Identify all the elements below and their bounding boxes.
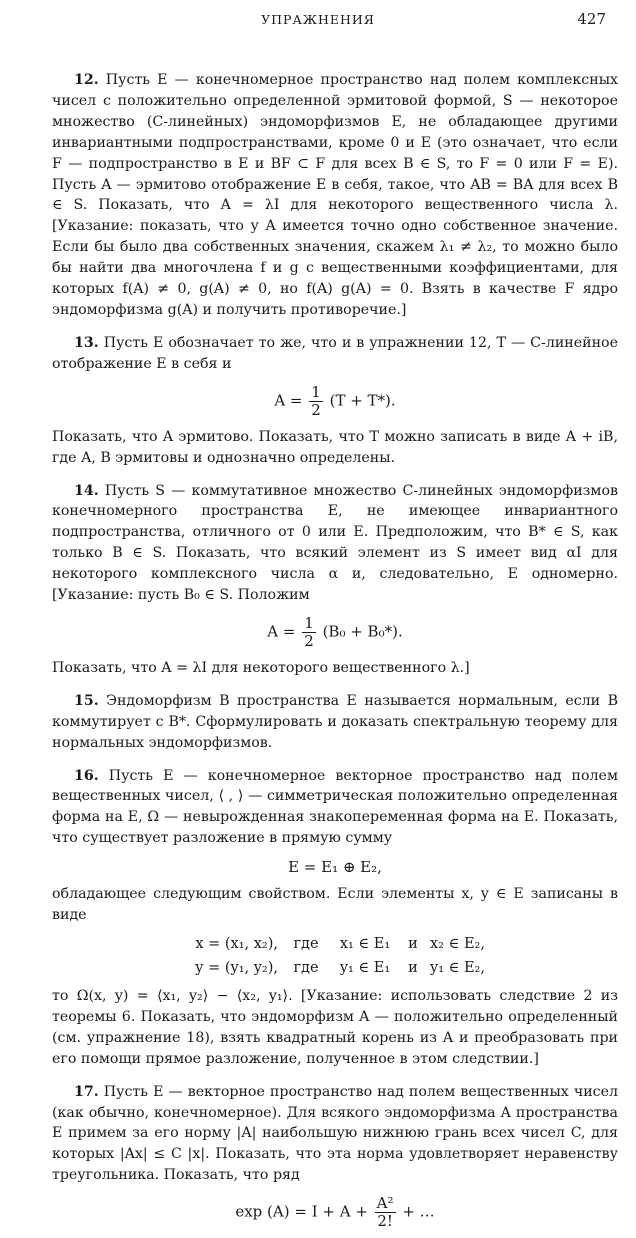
page-header — [0, 8, 636, 30]
exercise-number: 17. — [74, 1083, 99, 1100]
exercise-number: 12. — [74, 72, 99, 88]
exercise-text: Пусть E — конечномерное пространство над полем комплексных чисел с положительно определенной эрмитовой формой, S — некоторое множество (C-линейных) эндоморфизмов E, не обладающее другими инвариантными подпространствами, кроме 0 и E (это означает, что если F — подпространство в E и BF ⊂ F для всех B ∈ S, то F = 0 или F = E). Пусть A — эрмитово отображение E в себя, такое, что AB = BA для всех B ∈ S. Показать, что A = λI для некоторого вещественного числа λ. [Указание: показать, что у A имеется точно одно собственное значение. Если бы было два собственных значения, скажем λ₁ ≠ λ₂, то можно было бы найти два многочлена f и g с вещественными коэффициентами, для которых f(A) ≠ 0, g(A) ≠ 0, но f(A) g(A) = 0. Взять в качестве F ядро эндоморфизма g(A) и получить противоречие.] — [52, 72, 618, 318]
formula-decomposition — [52, 932, 618, 980]
formula-direct-sum: E = E₁ ⊕ E₂, — [288, 858, 382, 877]
fraction — [375, 1195, 396, 1230]
formula-row-y — [52, 956, 618, 980]
exercise-number: 16. — [74, 767, 99, 784]
exercise-12 — [52, 70, 618, 321]
formula-exp-series — [52, 1195, 618, 1230]
formula-cell: и — [408, 936, 418, 952]
fraction — [302, 615, 316, 650]
page-number: 427 — [577, 10, 606, 28]
formula-lhs: A = — [267, 622, 296, 641]
fraction-denominator: 2 — [304, 631, 314, 650]
formula-cell: и — [408, 960, 418, 976]
formula-cell: y₁ ∈ E₂, — [430, 960, 485, 976]
formula-cell: x₂ ∈ E₂, — [430, 936, 485, 952]
exercise-13 — [52, 333, 618, 375]
exercise-15 — [52, 691, 618, 754]
exercise-text: Пусть E — конечномерное векторное пространство над полем вещественных чисел, ⟨ , ⟩ — симметрическая положительно определенная форма на E, Ω — невырожденная знакопеременная форма на E. Показать, что существует разложение в прямую сумму — [52, 767, 618, 847]
exercise-13-continuation: Показать, что A эрмитово. Показать, что T можно записать в виде A + iB, где A, B эрмитовы и однозначно определены. — [52, 428, 618, 466]
exercise-text: Пусть E обозначает то же, что и в упражнении 12, T — C-линейное отображение E в себя и — [52, 334, 618, 372]
formula-hermitian-part — [52, 384, 618, 419]
exercise-17 — [52, 1082, 618, 1187]
formula-cell: y = (y₁, y₂), — [195, 960, 278, 976]
exercise-14 — [52, 481, 618, 606]
exercise-text: Пусть S — коммутативное множество C-линейных эндоморфизмов конечномерного пространства E, не имеющее инвариантного подпространства, отличного от 0 или E. Предположим, что B* ∈ S, как только B ∈ S. Показать, что всякий элемент из S имеет вид αI для некоторого комплексного числа α и, следовательно, E одномерно. [Указание: пусть B₀ ∈ S. Положим — [52, 482, 618, 604]
fraction-denominator: 2! — [377, 1212, 393, 1231]
fraction — [309, 384, 323, 419]
formula-rhs: (B₀ + B₀*). — [322, 622, 403, 641]
formula-cell: где — [293, 936, 319, 952]
formula-lhs: exp (A) = I + A + — [235, 1202, 368, 1221]
exercise-number: 14. — [74, 482, 99, 499]
exercise-16-middle: обладающее следующим свойством. Если элементы x, y ∈ E записаны в виде — [52, 886, 618, 924]
exercise-text: Пусть E — векторное пространство над полем вещественных чисел (как обычно, конечномерное). Для всякого эндоморфизма A пространства E примем за его норму |A| наибольшую нижнюю грань всех чисел C, для которых |Ax| ≤ C |x|. Показать, что эта норма удовлетворяет неравенству треугольника. Показать, что ряд — [52, 1083, 619, 1184]
formula-row-x — [52, 932, 618, 956]
fraction-numerator: 1 — [311, 382, 321, 401]
exercise-16 — [52, 766, 618, 850]
formula-cell: где — [293, 960, 319, 976]
page-body — [52, 70, 618, 1238]
fraction-denominator: 2 — [311, 400, 321, 419]
exercise-number: 15. — [74, 692, 99, 709]
exercise-number: 13. — [74, 334, 99, 351]
running-head: УПРАЖНЕНИЯ — [261, 12, 375, 27]
formula-lhs: A = — [274, 391, 303, 410]
formula-cell: x₁ ∈ E₁ — [339, 936, 391, 952]
formula-b0 — [52, 615, 618, 650]
exercise-14-continuation: Показать, что A = λI для некоторого вещественного λ.] — [52, 659, 470, 676]
exercise-16-continuation: то Ω(x, y) = ⟨x₁, y₂⟩ − ⟨x₂, y₁⟩. [Указание: использовать следствие 2 из теоремы 6. Показать, что эндоморфизм A — положительно определенный (см. упражнение 18), взять квадратный корень из A и преобразовать при его помощи прямое разложение, полученное в этом следствии.] — [52, 988, 618, 1067]
formula-cell: x = (x₁, x₂), — [195, 936, 278, 952]
exercise-text: Эндоморфизм B пространства E называется нормальным, если B коммутирует с B*. Сформулировать и доказать спектральную теорему для нормальных эндоморфизмов. — [52, 692, 618, 751]
fraction-numerator: 1 — [304, 613, 314, 632]
fraction-numerator: A² — [376, 1194, 394, 1213]
formula-rhs: (T + T*). — [329, 391, 396, 410]
formula-cell: y₁ ∈ E₁ — [339, 960, 391, 976]
formula-rhs: + … — [402, 1202, 435, 1221]
